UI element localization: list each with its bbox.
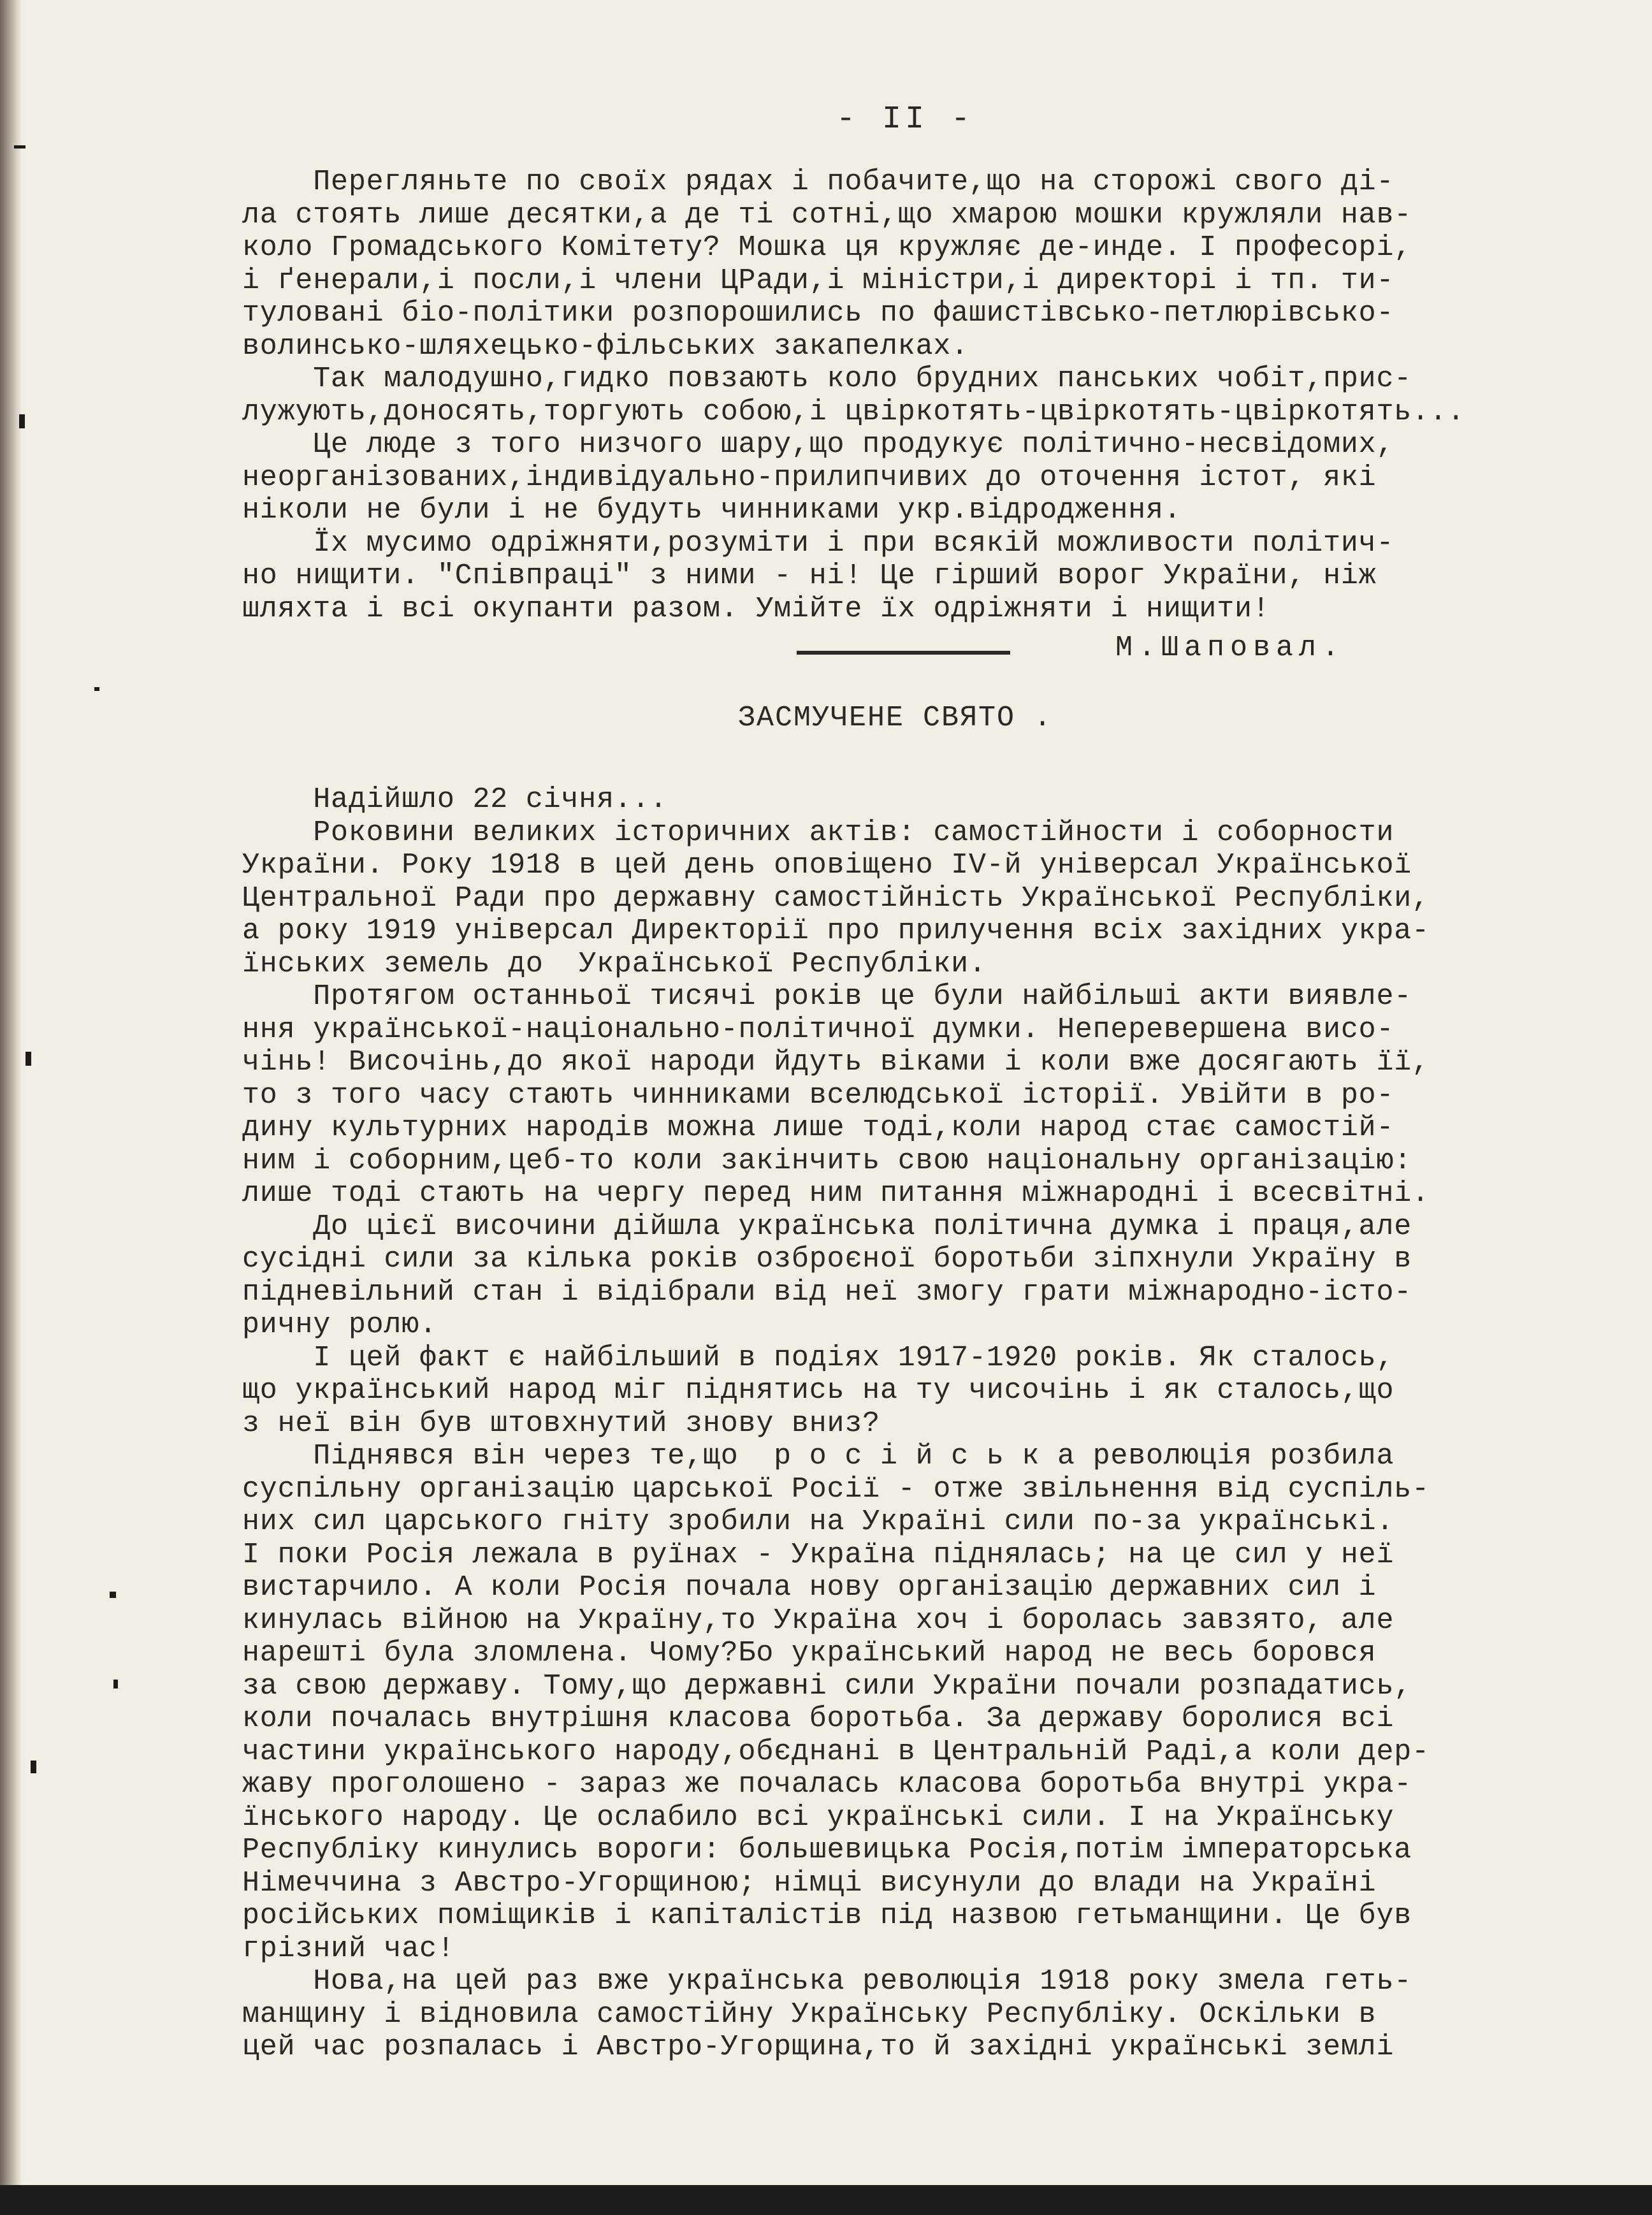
- text-line: Піднявся він через те,що р о с і й с ь к а революція розбила: [242, 1440, 1395, 1472]
- text-line: кинулась війною на Україну,то Україна хоч і боролась завзято, але: [242, 1604, 1395, 1637]
- spacer: [242, 759, 1568, 783]
- text-line: частини українського народу,обєднані в Центральній Раді,а коли дер-: [242, 1735, 1430, 1768]
- text-line: Центральної Ради про державну самостійність Української Республіки,: [242, 882, 1430, 915]
- text-line: їнських земель до Української Республіки.: [242, 947, 987, 980]
- text-line: ння української-національно-політичної думки. Неперевершена висо-: [242, 1013, 1395, 1046]
- text-line: ніколи не були і не будуть чинниками укр.відродження.: [242, 494, 1182, 527]
- document-body: [242, 89, 1568, 2064]
- text-line: Республіку кинулись вороги: большевицька Росія,потім імператорська: [242, 1834, 1412, 1866]
- article-body: [242, 783, 1568, 2064]
- text-line: І поки Росія лежала в руїнах - Україна піднялась; на це сил у неї: [242, 1538, 1395, 1571]
- text-line: що український народ міг піднятись на ту чисочінь і як сталось,що: [242, 1374, 1395, 1407]
- author-signature: М.Шаповал.: [1115, 632, 1345, 664]
- text-line: туловані біо-політики розпорошились по фашистівсько-петлюрівсько-: [242, 297, 1395, 330]
- text-line: лужують,доносять,торгують собою,і цвіркотять-цвіркотять-цвіркотять...: [242, 395, 1465, 428]
- text-line: них сил царського гніту зробили на Україні сили по-за українські.: [242, 1506, 1395, 1538]
- text-line: дину культурних народів можна лише тоді,коли народ стає самостій-: [242, 1112, 1395, 1144]
- text-line: Їх мусимо одріжняти,розуміти і при всякій можливости політич-: [242, 527, 1395, 560]
- margin-mark: [110, 1592, 116, 1598]
- scan-bottom-edge: [0, 2185, 1652, 2215]
- margin-mark: [113, 1680, 118, 1688]
- text-line: Німеччина з Австро-Угорщиною; німці висунули до влади на Україні: [242, 1866, 1377, 1899]
- text-line: неорганізованих,індивідуально-прилипчивих до оточення істот, які: [242, 461, 1377, 494]
- text-line: Так малодушно,гидко повзають коло брудних панських чобіт,прис-: [242, 363, 1412, 395]
- text-line: Протягом останньої тисячі років це були найбільші акти виявле-: [242, 980, 1412, 1013]
- margin-mark: [31, 1761, 36, 1773]
- intro-section: [242, 166, 1568, 625]
- page-number: - II -: [836, 101, 975, 138]
- text-line: з неї він був штовхнутий знову вниз?: [242, 1407, 880, 1440]
- text-line: Роковини великих історичних актів: самостійности і соборности: [242, 816, 1395, 849]
- text-line: волинсько-шляхецько-фільських закапелках.: [242, 330, 969, 363]
- text-line: коло Громадського Комітету? Мошка ця кружляє де-инде. І професорі,: [242, 231, 1412, 264]
- text-line: цей час розпалась і Австро-Угорщина,то й західні українські землі: [242, 2031, 1395, 2063]
- separator-rule: [797, 651, 1010, 655]
- margin-mark: [14, 145, 25, 149]
- text-line: До цієї височини дійшла українська політична думка і праця,але: [242, 1210, 1412, 1243]
- text-line: то з того часу стають чинниками вселюдської історії. Увійти в ро-: [242, 1078, 1395, 1112]
- text-line: за свою державу. Тому,що державні сили України почали розпадатись,: [242, 1669, 1412, 1703]
- margin-mark: [94, 687, 99, 691]
- text-line: коли почалась внутрішня класова боротьба. За державу боролися всі: [242, 1703, 1395, 1735]
- text-line: но нищити. "Співпраці" з ними - ні! Це гірший ворог України, ніж: [242, 560, 1377, 592]
- signature-row: [242, 625, 1568, 683]
- text-line: чінь! Височінь,до якої народи йдуть віками і коли вже досягають її,: [242, 1046, 1430, 1078]
- text-line: жаву проголошено - зараз же почалась класова боротьба внутрі укра-: [242, 1768, 1412, 1801]
- text-line: сусідні сили за кілька років озброєної боротьби зіпхнули Україну в: [242, 1243, 1412, 1275]
- article-title: ЗАСМУЧЕНЕ СВЯТО .: [738, 702, 1053, 734]
- article-heading-row: [242, 683, 1568, 759]
- text-line: суспільну організацію царської Росії - отже звільнення від суспіль-: [242, 1472, 1430, 1506]
- text-line: манщину і відновила самостійну Українську Республіку. Оскільки в: [242, 1998, 1377, 2031]
- text-line: ричну ролю.: [242, 1309, 437, 1341]
- text-line: Надійшло 22 січня...: [242, 783, 668, 816]
- text-line: їнського народу. Це ослабило всі українські сили. І на Українську: [242, 1801, 1395, 1834]
- margin-mark: [19, 414, 25, 428]
- text-line: а року 1919 універсал Директорії про прилучення всіх західних укра-: [242, 915, 1430, 947]
- text-line: шляхта і всі окупанти разом. Умійте їх одріжняти і нищити!: [242, 592, 1270, 625]
- text-line: Нова,на цей раз вже українська революція 1918 року змела геть-: [242, 1965, 1412, 1998]
- margin-mark: [25, 1052, 31, 1066]
- text-line: України. Року 1918 в цей день оповіщено IV-й універсал Української: [242, 849, 1412, 882]
- text-line: грізний час!: [242, 1932, 455, 1965]
- binding-shadow: [0, 0, 22, 2185]
- text-line: нарешті була зломлена. Чому?Бо український народ не весь боровся: [242, 1637, 1377, 1669]
- text-line: І цей факт є найбільший в подіях 1917-1920 років. Як сталось,: [242, 1341, 1395, 1374]
- text-line: вистарчило. А коли Росія почала нову організацію державних сил і: [242, 1571, 1377, 1604]
- text-line: ла стоять лише десятки,а де ті сотні,що хмарою мошки кружляли нав-: [242, 198, 1412, 231]
- text-line: Це люде з того низчого шару,що продукує політично-несвідомих,: [242, 428, 1395, 461]
- text-line: Перегляньте по своїх рядах і побачите,що на сторожі свого ді-: [242, 166, 1395, 198]
- text-line: підневільний стан і відібрали від неї змогу грати міжнародно-істо-: [242, 1275, 1412, 1309]
- text-line: ним і соборним,цеб-то коли закінчить свою національну організацію:: [242, 1144, 1412, 1177]
- text-line: російських поміщиків і капіталістів під назвою гетьманщини. Це був: [242, 1899, 1412, 1932]
- text-line: лише тоді стають на чергу перед ним питання міжнародні і всесвітні.: [242, 1177, 1430, 1210]
- text-line: і ґенерали,і посли,і члени ЦРади,і міністри,і директорі і тп. ти-: [242, 264, 1395, 297]
